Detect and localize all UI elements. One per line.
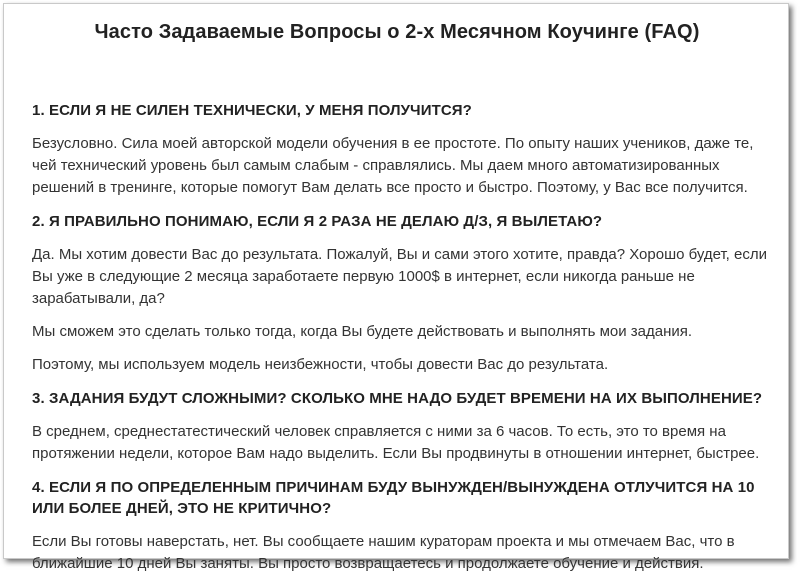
faq-question-3: 3. ЗАДАНИЯ БУДУТ СЛОЖНЫМИ? СКОЛЬКО МНЕ НАДО БУДЕТ ВРЕМЕНИ НА ИХ ВЫПОЛНЕНИЕ?: [32, 390, 763, 407]
faq-question-1: 1. ЕСЛИ Я НЕ СИЛЕН ТЕХНИЧЕСКИ, У МЕНЯ ПОЛУЧИТСЯ?: [32, 102, 472, 119]
page-title: Часто Задаваемые Вопросы о 2-х Месячном Коучинге (FAQ): [94, 21, 700, 43]
faq-answer-3: В среднем, среднестатестический человек справляется с ними за 6 часов. То есть, это то время на протяжении недели, которое Вам надо выделить. Если Вы продвинуты в отношении интернет, быстрее.: [32, 423, 760, 462]
faq-panel: [3, 3, 789, 572]
faq-answer-1: Безусловно. Сила моей авторской модели обучения в ее простоте. По опыту наших учеников, даже те, чей технический уровень был самым слабым - справлялись. Мы даем много автоматизированных решений в тренинге, которые помогут Вам делать все просто и быстро. Поэтому, у Вас все получится.: [32, 135, 754, 196]
faq-question-2: 2. Я ПРАВИЛЬНО ПОНИМАЮ, ЕСЛИ Я 2 РАЗА НЕ ДЕЛАЮ Д/З, Я ВЫЛЕТАЮ?: [32, 213, 603, 230]
faq-answer-4: Если Вы готовы наверстать, нет. Вы сообщаете нашим кураторам проекта и мы отмечаем Вас, что в ближайшие 10 дней Вы заняты. Вы просто возвращаетесь и продолжаете обучение и действия.: [32, 533, 735, 572]
faq-answer-2-paragraph-2: Мы сможем это сделать только тогда, когда Вы будете действовать и выполнять мои задания.: [32, 323, 693, 340]
faq-answer-2-paragraph-3: Поэтому, мы используем модель неизбежности, чтобы довести Вас до результата.: [32, 356, 609, 373]
faq-answer-2-paragraph-1: Да. Мы хотим довести Вас до результата. Пожалуй, Вы и сами этого хотите, правда? Хорошо будет, если Вы уже в следующие 2 месяца заработаете первую 1000$ в интернет, если никогда раньше не зарабатывали, да?: [32, 246, 767, 307]
faq-question-4: 4. ЕСЛИ Я ПО ОПРЕДЕЛЕННЫМ ПРИЧИНАМ БУДУ ВЫНУЖДЕН/ВЫНУЖДЕНА ОТЛУЧИТСЯ НА 10 ИЛИ БОЛЕЕ ДНЕЙ, ЭТО НЕ КРИТИЧНО?: [32, 479, 755, 517]
faq-list: [32, 100, 772, 575]
